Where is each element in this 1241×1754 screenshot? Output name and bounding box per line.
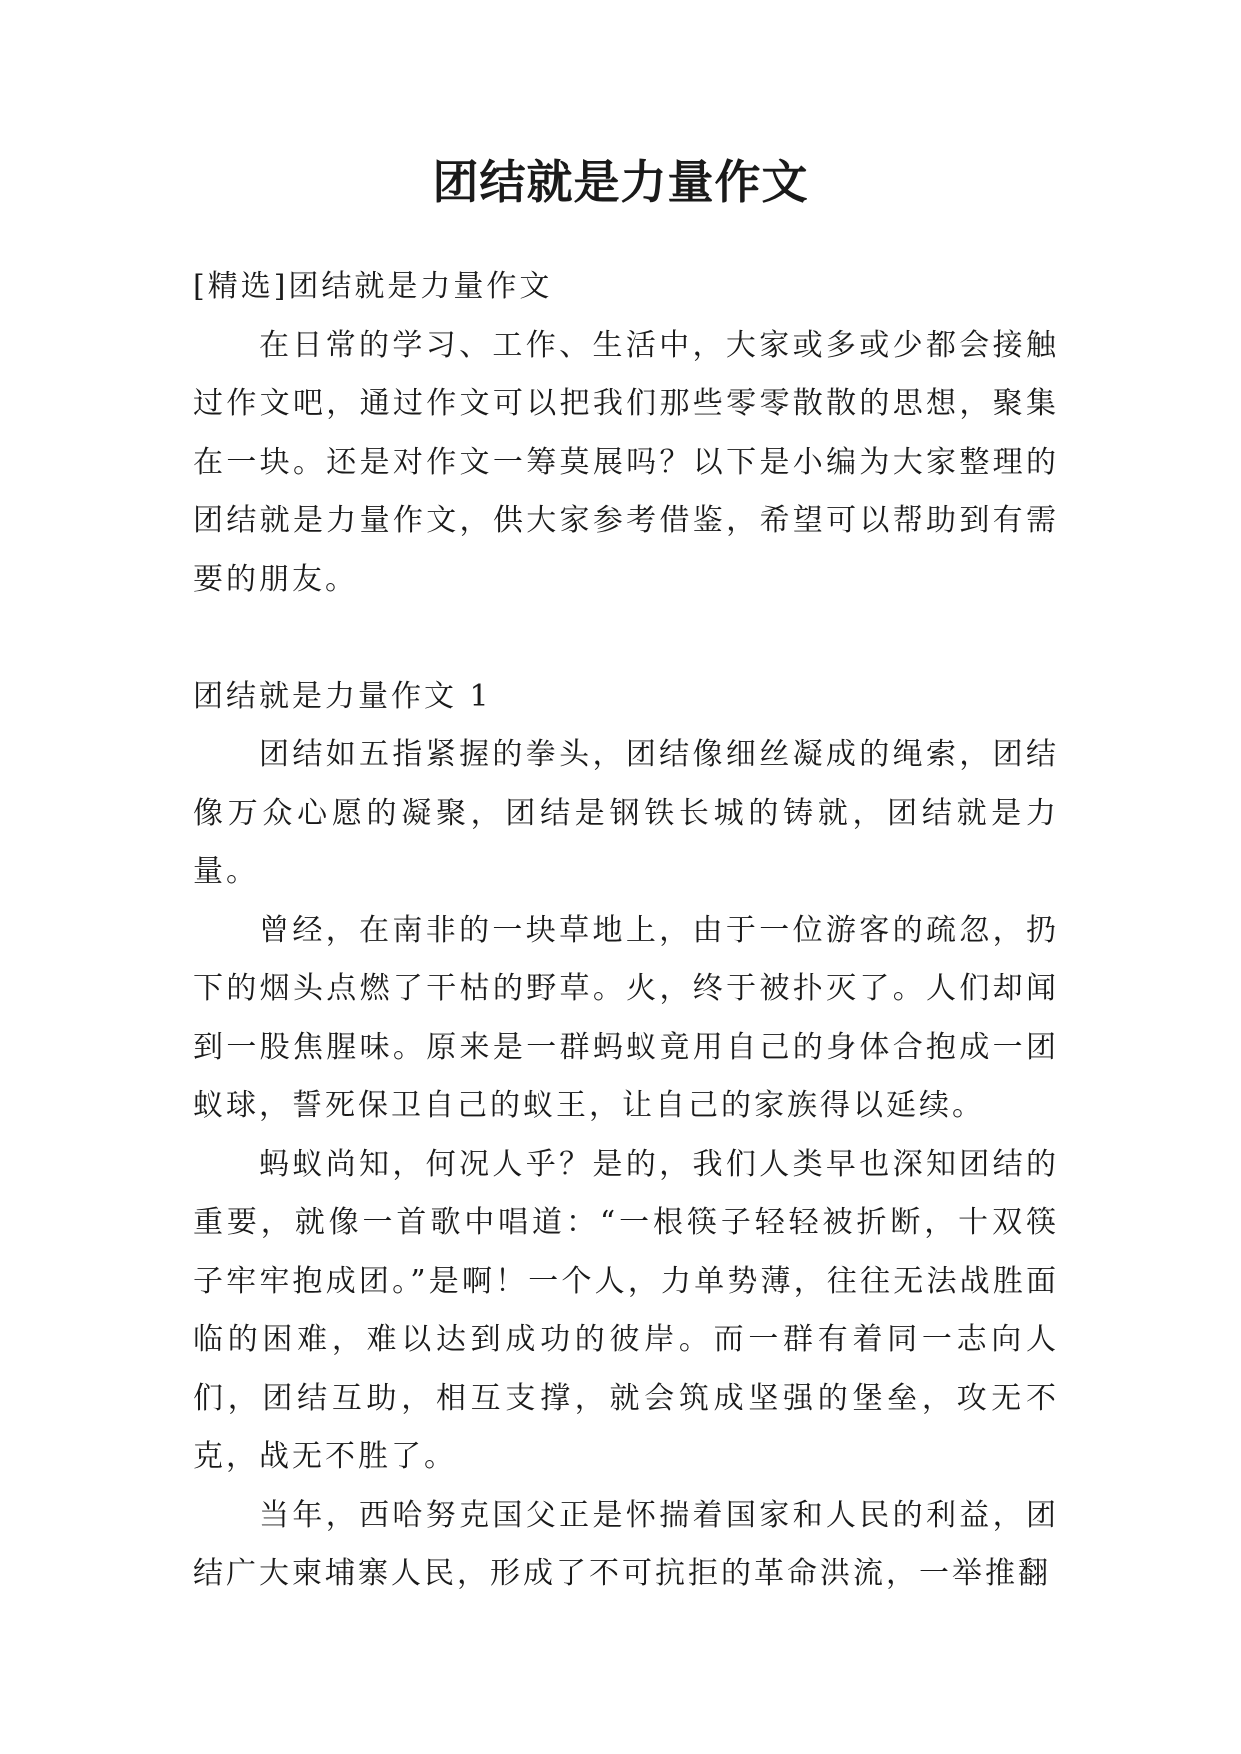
body-paragraph-2: 曾经，在南非的一块草地上，由于一位游客的疏忽，扔下的烟头点燃了干枯的野草。火，终于被扑灭了。人们却闻到一股焦腥味。原来是一群蚂蚁竟用自己的身体合抱成一团蚁球，誓死保卫自己的蚁王，让自己的家族得以延续。 <box>193 912 1059 1123</box>
document-title: 团结就是力量作文 <box>432 155 809 209</box>
body-paragraph-4: 当年，西哈努克国父正是怀揣着国家和人民的利益，团结广大柬埔寨人民，形成了不可抗拒的革命洪流，一举推翻 <box>193 1497 1059 1591</box>
intro-paragraph: 在日常的学习、工作、生活中，大家或多或少都会接触过作文吧，通过作文可以把我们那些零零散散的思想，聚集在一块。还是对作文一筹莫展吗？以下是小编为大家整理的团结就是力量作文，供大家参考借鉴，希望可以帮助到有需要的朋友。 <box>193 327 1059 597</box>
intro-heading: [精选]团结就是力量作文 <box>193 269 553 304</box>
document-body <box>193 258 1059 1604</box>
section-spacer <box>193 609 1059 668</box>
body-paragraph-1: 团结如五指紧握的拳头，团结像细丝凝成的绳索，团结像万众心愿的凝聚，团结是钢铁长城的铸就，团结就是力量。 <box>193 737 1059 889</box>
body-paragraph-3: 蚂蚁尚知，何况人乎？是的，我们人类早也深知团结的重要，就像一首歌中唱道：“一根筷子轻轻被折断，十双筷子牢牢抱成团。”是啊！一个人，力单势薄，往往无法战胜面临的困难，难以达到成功的彼岸。而一群有着同一志向人们，团结互助，相互支撑，就会筑成坚强的堡垒，攻无不克，战无不胜了。 <box>193 1146 1059 1474</box>
section-heading: 团结就是力量作文 1 <box>193 678 492 714</box>
